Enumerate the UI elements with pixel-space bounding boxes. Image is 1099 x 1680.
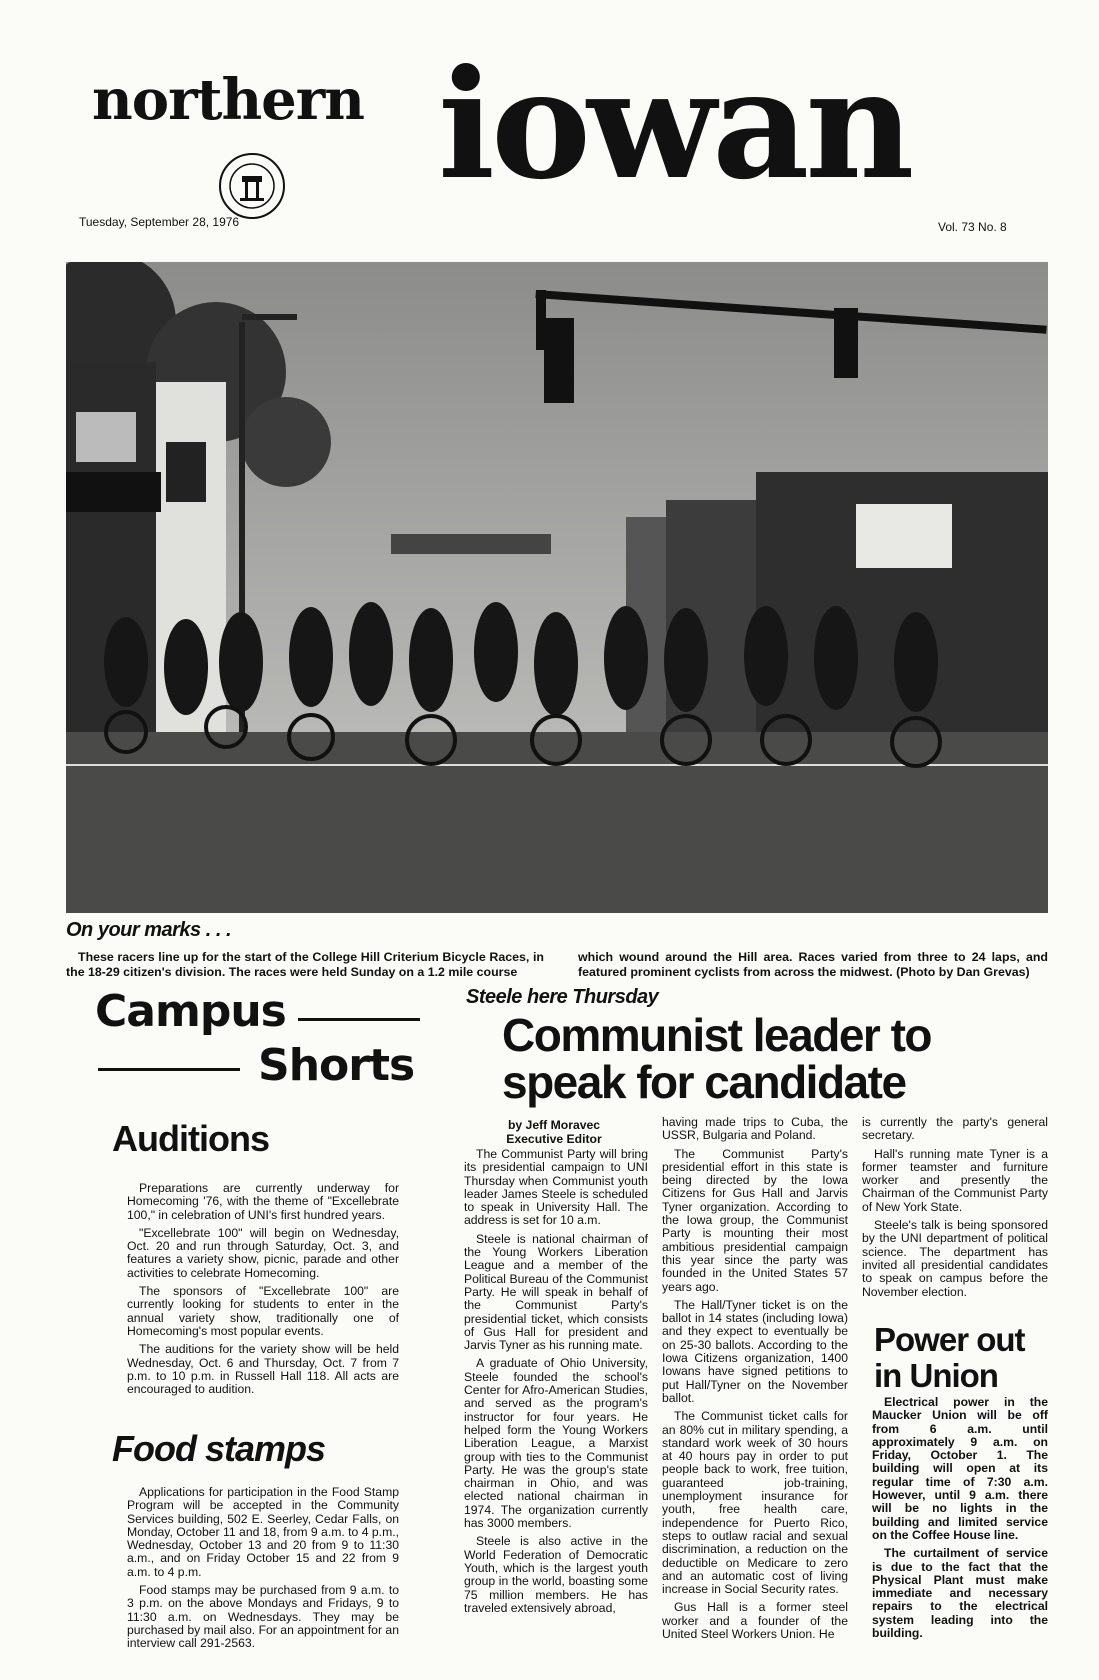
- food-stamps-article: [127, 1486, 399, 1656]
- story-column-1: [464, 1148, 648, 1620]
- article-paragraph: Applications for participation in the Food Stamp Program will be accepted in the Community Services building, 502 E. Seerley, Cedar Falls, on Monday, October 11 and 18, from 9 a.m. to 4 p.m., Wednesday, October 13 and 20 from 9 to 11:30 a.m., and on Friday October 15 and 22 from 9 a.m. to 4 p.m.: [127, 1485, 399, 1579]
- story-kicker: Steele here Thursday: [466, 986, 659, 1008]
- food-stamps-heading: Food stamps: [112, 1428, 326, 1469]
- article-paragraph: Steele is national chairman of the Young Workers Liberation League and a member of the Political Bureau of the Communist Party. He will speak in behalf of the Communist Party's presidential ticket, which consists of Gus Hall for president and Jarvis Tyner as his running mate.: [464, 1231, 648, 1353]
- story-column-3: [862, 1116, 1048, 1304]
- article-paragraph: The Communist ticket calls for an 80% cut in military spending, a standard work week of 30 hours at 40 hours pay in order to put people back to work, free tuition, guaranteed job-training, unemployment insurance for youth, free health care, independence for Puerto Rico, steps to outlaw racial and sexual discrimination, a reduction on the deductible on Medicare to zero and an automatic cost of living increase in Social Security rates.: [662, 1409, 848, 1597]
- photo-caption-right: which wound around the Hill area. Races varied from three to 24 laps, and featured prominent cyclists from across the midwest. (Photo by Dan Grevas): [578, 950, 1048, 979]
- photo-caption-left: These racers line up for the start of the College Hill Criterium Bicycle Races, in the 18-29 citizen's division. The races were held Sunday on a 1.2 mile course: [66, 950, 544, 979]
- article-paragraph: The Communist Party will bring its presidential campaign to UNI Thursday when Communist youth leader James Steele is scheduled to speak in University Hall. The address is set for 10 a.m.: [464, 1147, 648, 1228]
- issue-volume: Vol. 73 No. 8: [938, 220, 1007, 234]
- byline-author: by Jeff Moravec: [507, 1118, 601, 1132]
- article-paragraph: Steele's talk is being sponsored by the UNI department of political science. The department has invited all presidential candidates to speak on campus before the November election.: [862, 1218, 1048, 1299]
- article-paragraph: Gus Hall is a former steel worker and a founder of the United Steel Workers Union. He: [662, 1600, 848, 1641]
- article-paragraph: is currently the party's general secretary.: [862, 1115, 1048, 1143]
- title-rule: [98, 1068, 240, 1071]
- article-paragraph: The sponsors of "Excellebrate 100" are currently looking for students to enter in the annual variety show, traditionally one of Homecoming's most popular events.: [127, 1284, 399, 1338]
- power-out-article: [872, 1396, 1048, 1645]
- article-paragraph: Electrical power in the Maucker Union will be off from 6 a.m. until approximately 9 a.m. on Friday, October 1. The building will open at its regular time of 7:30 a.m. However, until 9 a.m. there will be no lights in the building and limited service on the Coffee House line.: [872, 1395, 1048, 1542]
- article-paragraph: Food stamps may be purchased from 9 a.m. to 3 p.m. on the above Mondays and Fridays, 9 to 11:30 a.m. on Wednesdays. They may be purchased by mail also. For an appointment for an interview call 291-2563.: [127, 1583, 399, 1651]
- masthead-name-left: northern: [92, 67, 364, 133]
- power-out-headline: Power out in Union: [874, 1321, 1025, 1394]
- article-paragraph: Preparations are currently underway for Homecoming '76, with the theme of "Excellebrate 100," in celebration of UNI's first hundred years.: [127, 1181, 399, 1222]
- title-rule: [298, 1018, 420, 1021]
- campus-shorts-title-1: Campus: [95, 986, 286, 1037]
- auditions-heading: Auditions: [112, 1118, 269, 1159]
- article-paragraph: having made trips to Cuba, the USSR, Bulgaria and Poland.: [662, 1115, 848, 1143]
- article-paragraph: "Excellebrate 100" will begin on Wednesday, Oct. 20 and run through Saturday, Oct. 3, and features a variety show, picnic, parade and other activities to celebrate Homecoming.: [127, 1225, 399, 1280]
- story-headline: Communist leader to speak for candidate: [502, 1009, 932, 1108]
- photo-caption-heading: On your marks . . .: [66, 919, 232, 941]
- byline-title: Executive Editor: [506, 1132, 602, 1146]
- article-paragraph: The curtailment of service is due to the fact that the Physical Plant must make immediate and necessary repairs to the electrical system leading into the building.: [872, 1546, 1048, 1641]
- article-paragraph: The auditions for the variety show will be held Wednesday, Oct. 6 and Thursday, Oct. 7 from 7 p.m. to 10 p.m. in Russell Hall 118. All acts are encouraged to audition.: [127, 1342, 399, 1397]
- masthead-name-right: iowan: [438, 37, 911, 213]
- article-paragraph: Hall's running mate Tyner is a former teamster and furniture worker and presently the Chairman of the Communist Party of New York State.: [862, 1146, 1048, 1214]
- auditions-article: [127, 1182, 399, 1401]
- university-seal-icon: [218, 152, 286, 220]
- issue-date: Tuesday, September 28, 1976: [79, 215, 240, 229]
- article-paragraph: The Communist Party's presidential effort in this state is being directed by the Iowa Citizens for Gus Hall and Jarvis Tyner organization. According to the Iowa group, the Communist Party is mounting their most ambitious presidential campaign this year since the party was founded in the United States 57 years ago.: [662, 1146, 848, 1294]
- story-byline: [464, 1118, 644, 1146]
- article-paragraph: A graduate of Ohio University, Steele founded the school's Center for Afro-American Studies, and served as the program's instructor for four years. He helped form the Young Workers Liberation League, a Marxist group with ties to the Communist Party. He was the group's state chairman in Ohio, and was elected national chairman in 1974. The organization currently has 3000 members.: [464, 1356, 648, 1531]
- story-column-2: [662, 1116, 848, 1646]
- front-page-photo: [66, 262, 1048, 913]
- article-paragraph: Steele is also active in the World Federation of Democratic Youth, which is the largest youth group in the world, boasting some 75 million members. He has traveled extensively abroad,: [464, 1534, 648, 1615]
- article-paragraph: The Hall/Tyner ticket is on the ballot in 14 states (including Iowa) and they expect to eventually be on 25-30 ballots. According to the Iowa Citizens organization, 1400 Iowans have signed petitions to put Hall/Tyner on the November ballot.: [662, 1297, 848, 1405]
- campus-shorts-title-2: Shorts: [258, 1040, 415, 1091]
